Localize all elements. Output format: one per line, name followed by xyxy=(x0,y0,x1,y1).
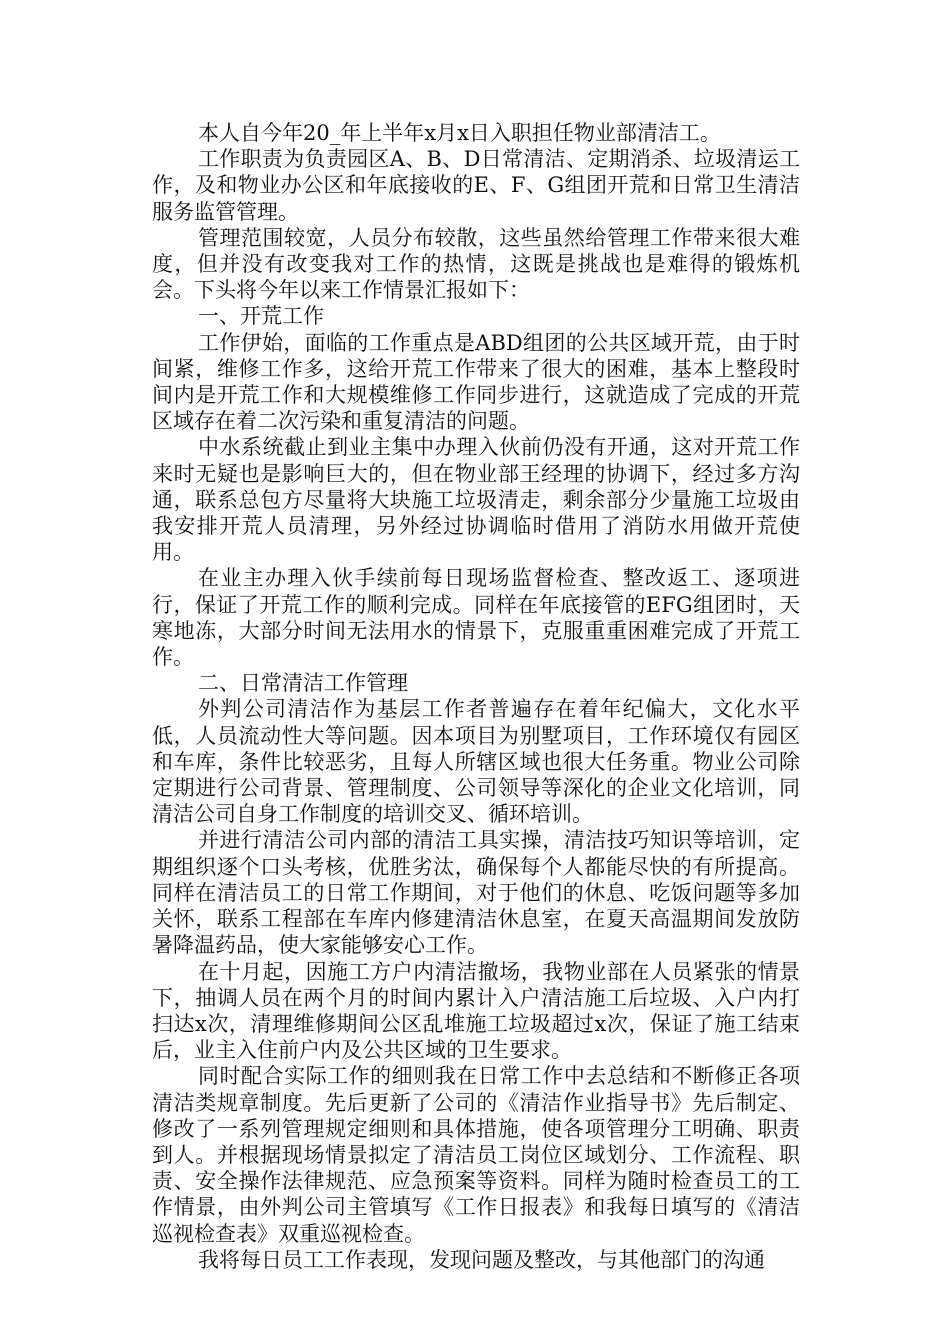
paragraph-outsourcing: 外判公司清洁作为基层工作者普遍存在着年纪偏大，文化水平低，人员流动性大等问题。因本项目为别墅项目，工作环境仅有园区和车库，条件比较恶劣，且每人所辖区域也很大任务重。物业公司除定期进行公司背景、管理制度、公司领导等深化的企业文化培训，同清洁公司自身工作制度的培训交叉、循环培训。 xyxy=(152,697,800,827)
paragraph-training: 并进行清洁公司内部的清洁工具实操，清洁技巧知识等培训，定期组织逐个口头考核，优胜劣汰，确保每个人都能尽快的有所提高。同样在清洁员工的日常工作期间，对于他们的休息、吃饭问题等多加关怀，联系工程部在车库内修建清洁休息室，在夏天高温期间发放防暑降温药品，使大家能够安心工作。 xyxy=(152,828,800,958)
document-page xyxy=(152,120,800,1273)
paragraph-october: 在十月起，因施工方户内清洁撤场，我物业部在人员紧张的情景下，抽调人员在两个月的时间内累计入户清洁施工后垃圾、入户内打扫达x次，清理维修期间公区乱堆施工垃圾超过x次，保证了施工结束后，业主入住前户内及公共区域的卫生要求。 xyxy=(152,959,800,1063)
paragraph-regulations: 同时配合实际工作的细则我在日常工作中去总结和不断修正各项清洁类规章制度。先后更新了公司的《清洁作业指导书》先后制定、修改了一系列管理规定细则和具体措施，使各项管理分工明确、职责到人。并根据现场情景拟定了清洁员工岗位区域划分、工作流程、职责、安全操作法律规范、应急预案等资料。同样为随时检查员工的工作情景，由外判公司主管填写《工作日报表》和我每日填写的《清洁巡视检查表》双重巡视检查。 xyxy=(152,1064,800,1246)
paragraph-daily-report: 我将每日员工工作表现，发现问题及整改，与其他部门的沟通 xyxy=(198,1247,765,1272)
paragraph-inspection: 在业主办理入伙手续前每日现场监督检查、整改返工、逐项进行，保证了开荒工作的顺利完成。同样在年底接管的EFG组团时，天寒地冻，大部分时间无法用水的情景下，克服重重困难完成了开荒工作。 xyxy=(152,566,800,670)
paragraph-scope: 管理范围较宽，人员分布较散，这些虽然给管理工作带来很大难度，但并没有改变我对工作的热情，这既是挑战也是难得的锻炼机会。下头将今年以来工作情景汇报如下： xyxy=(152,225,800,303)
paragraph-opening-work: 工作伊始，面临的工作重点是ABD组团的公共区域开荒，由于时间紧，维修工作多，这给开荒工作带来了很大的困难，基本上整段时间内是开荒工作和大规模维修工作同步进行，这就造成了完成的开荒区域存在着二次污染和重复清洁的问题。 xyxy=(152,330,800,434)
paragraph-intro: 本人自今年20_年上半年x月x日入职担任物业部清洁工。 xyxy=(198,121,721,145)
paragraph-water-system: 中水系统截止到业主集中办理入伙前仍没有开通，这对开荒工作来时无疑也是影响巨大的，但在物业部王经理的协调下，经过多方沟通，联系总包方尽量将大块施工垃圾清走，剩余部分少量施工垃圾由我安排开荒人员清理，另外经过协调临时借用了消防水用做开荒使用。 xyxy=(152,435,800,565)
section-heading-2: 二、日常清洁工作管理 xyxy=(198,671,408,696)
section-heading-1: 一、开荒工作 xyxy=(198,304,324,329)
paragraph-duties: 工作职责为负责园区A、B、D日常清洁、定期消杀、垃圾清运工作，及和物业办公区和年底接收的E、F、G组团开荒和日常卫生清洁服务监管管理。 xyxy=(152,147,800,224)
